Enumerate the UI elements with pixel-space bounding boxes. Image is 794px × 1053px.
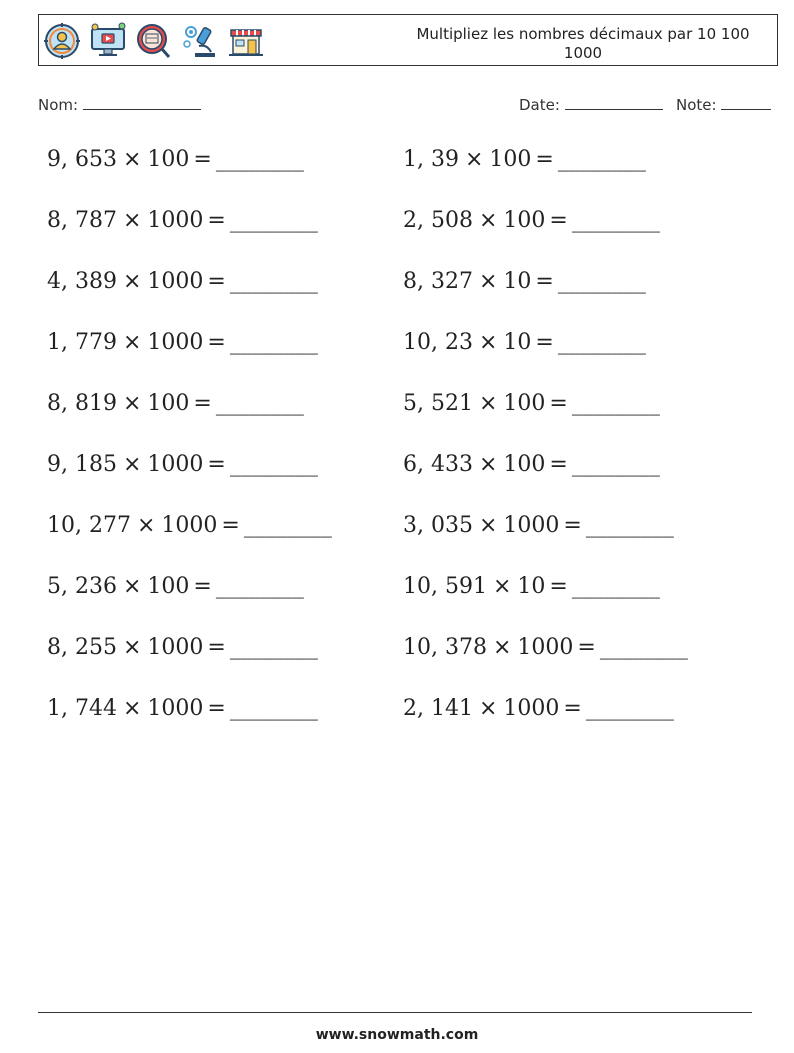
problem-item bbox=[403, 696, 674, 721]
problem-number: 1, 744 bbox=[47, 696, 117, 721]
problem-number: 10, 591 bbox=[403, 574, 487, 599]
equals-symbol: = bbox=[207, 330, 226, 355]
problem-number: 2, 141 bbox=[403, 696, 473, 721]
problem-number: 10, 23 bbox=[403, 330, 473, 355]
problem-factor: 100 bbox=[147, 147, 190, 172]
problem-item bbox=[403, 635, 688, 660]
times-symbol: × bbox=[478, 696, 498, 721]
answer-blank[interactable]: ________ bbox=[571, 574, 660, 599]
times-symbol: × bbox=[122, 574, 142, 599]
note-label: Note: bbox=[676, 96, 717, 114]
problem-factor: 1000 bbox=[147, 269, 204, 294]
equals-symbol: = bbox=[207, 696, 226, 721]
problem-item bbox=[47, 208, 318, 233]
problem-factor: 1000 bbox=[147, 635, 204, 660]
times-symbol: × bbox=[122, 330, 142, 355]
problem-item bbox=[403, 391, 660, 416]
times-symbol: × bbox=[122, 635, 142, 660]
magnifier-bubble-icon bbox=[135, 22, 173, 60]
answer-blank[interactable]: ________ bbox=[229, 452, 318, 477]
user-target-icon bbox=[43, 22, 81, 60]
problem-item bbox=[47, 452, 318, 477]
equals-symbol: = bbox=[207, 208, 226, 233]
problem-item bbox=[47, 574, 304, 599]
date-field bbox=[519, 95, 663, 114]
times-symbol: × bbox=[478, 513, 498, 538]
answer-blank[interactable]: ________ bbox=[215, 391, 304, 416]
answer-blank[interactable]: ________ bbox=[599, 635, 688, 660]
answer-blank[interactable]: ________ bbox=[585, 696, 674, 721]
note-field bbox=[676, 95, 771, 114]
problem-number: 2, 508 bbox=[403, 208, 473, 233]
problem-number: 10, 277 bbox=[47, 513, 131, 538]
problem-item bbox=[47, 696, 318, 721]
note-blank[interactable] bbox=[721, 95, 771, 110]
problem-factor: 100 bbox=[503, 391, 546, 416]
problem-number: 3, 035 bbox=[403, 513, 473, 538]
equals-symbol: = bbox=[207, 452, 226, 477]
problem-factor: 100 bbox=[489, 147, 532, 172]
equals-symbol: = bbox=[535, 269, 554, 294]
problem-factor: 1000 bbox=[147, 208, 204, 233]
answer-blank[interactable]: ________ bbox=[585, 513, 674, 538]
answer-blank[interactable]: ________ bbox=[215, 147, 304, 172]
answer-blank[interactable]: ________ bbox=[243, 513, 332, 538]
equals-symbol: = bbox=[549, 391, 568, 416]
problem-number: 8, 819 bbox=[47, 391, 117, 416]
answer-blank[interactable]: ________ bbox=[229, 330, 318, 355]
times-symbol: × bbox=[122, 269, 142, 294]
problem-number: 6, 433 bbox=[403, 452, 473, 477]
answer-blank[interactable]: ________ bbox=[229, 635, 318, 660]
problem-item bbox=[403, 330, 646, 355]
problem-number: 9, 653 bbox=[47, 147, 117, 172]
times-symbol: × bbox=[136, 513, 156, 538]
answer-blank[interactable]: ________ bbox=[571, 452, 660, 477]
problem-item bbox=[403, 513, 674, 538]
equals-symbol: = bbox=[549, 574, 568, 599]
times-symbol: × bbox=[478, 208, 498, 233]
problem-item bbox=[47, 635, 318, 660]
equals-symbol: = bbox=[207, 635, 226, 660]
problem-item bbox=[47, 330, 318, 355]
equals-symbol: = bbox=[535, 147, 554, 172]
answer-blank[interactable]: ________ bbox=[215, 574, 304, 599]
footer-website: www.snowmath.com bbox=[315, 1027, 479, 1043]
equals-symbol: = bbox=[207, 269, 226, 294]
problem-factor: 1000 bbox=[147, 452, 204, 477]
times-symbol: × bbox=[478, 269, 498, 294]
name-field bbox=[38, 95, 201, 114]
problem-number: 5, 521 bbox=[403, 391, 473, 416]
shop-icon bbox=[227, 22, 265, 60]
answer-blank[interactable]: ________ bbox=[229, 269, 318, 294]
problem-factor: 10 bbox=[503, 269, 532, 294]
answer-blank[interactable]: ________ bbox=[571, 208, 660, 233]
answer-blank[interactable]: ________ bbox=[229, 208, 318, 233]
problem-item bbox=[47, 513, 332, 538]
problem-number: 4, 389 bbox=[47, 269, 117, 294]
equals-symbol: = bbox=[577, 635, 596, 660]
answer-blank[interactable]: ________ bbox=[571, 391, 660, 416]
problem-factor: 100 bbox=[503, 452, 546, 477]
answer-blank[interactable]: ________ bbox=[557, 330, 646, 355]
problem-factor: 1000 bbox=[147, 696, 204, 721]
problem-factor: 1000 bbox=[517, 635, 574, 660]
equals-symbol: = bbox=[193, 391, 212, 416]
date-blank[interactable] bbox=[565, 95, 663, 110]
equals-symbol: = bbox=[221, 513, 240, 538]
times-symbol: × bbox=[122, 391, 142, 416]
problem-number: 9, 185 bbox=[47, 452, 117, 477]
answer-blank[interactable]: ________ bbox=[557, 147, 646, 172]
equals-symbol: = bbox=[563, 513, 582, 538]
name-blank[interactable] bbox=[83, 95, 201, 110]
problem-number: 8, 255 bbox=[47, 635, 117, 660]
equals-symbol: = bbox=[193, 147, 212, 172]
times-symbol: × bbox=[122, 147, 142, 172]
microscope-icon bbox=[181, 22, 219, 60]
problem-factor: 10 bbox=[517, 574, 546, 599]
problem-item bbox=[47, 391, 304, 416]
equals-symbol: = bbox=[193, 574, 212, 599]
problem-item bbox=[47, 147, 304, 172]
problem-number: 10, 378 bbox=[403, 635, 487, 660]
equals-symbol: = bbox=[535, 330, 554, 355]
problem-factor: 100 bbox=[147, 574, 190, 599]
problem-factor: 1000 bbox=[503, 696, 560, 721]
times-symbol: × bbox=[478, 330, 498, 355]
answer-blank[interactable]: ________ bbox=[229, 696, 318, 721]
times-symbol: × bbox=[478, 391, 498, 416]
computer-video-icon bbox=[89, 22, 127, 60]
answer-blank[interactable]: ________ bbox=[557, 269, 646, 294]
problem-factor: 1000 bbox=[161, 513, 218, 538]
times-symbol: × bbox=[464, 147, 484, 172]
footer-divider bbox=[38, 1012, 752, 1013]
equals-symbol: = bbox=[549, 452, 568, 477]
times-symbol: × bbox=[478, 452, 498, 477]
problem-factor: 10 bbox=[503, 330, 532, 355]
times-symbol: × bbox=[122, 696, 142, 721]
times-symbol: × bbox=[492, 635, 512, 660]
times-symbol: × bbox=[122, 452, 142, 477]
worksheet-title: Multipliez les nombres décimaux par 10 100 1000 bbox=[416, 25, 750, 62]
problem-number: 5, 236 bbox=[47, 574, 117, 599]
problem-number: 8, 327 bbox=[403, 269, 473, 294]
worksheet-header bbox=[38, 14, 778, 66]
equals-symbol: = bbox=[563, 696, 582, 721]
problem-factor: 100 bbox=[503, 208, 546, 233]
problem-factor: 1000 bbox=[147, 330, 204, 355]
problem-number: 8, 787 bbox=[47, 208, 117, 233]
problem-number: 1, 39 bbox=[403, 147, 459, 172]
problem-factor: 1000 bbox=[503, 513, 560, 538]
problem-item bbox=[403, 147, 646, 172]
date-label: Date: bbox=[519, 96, 560, 114]
problem-item bbox=[403, 574, 660, 599]
problem-item bbox=[403, 208, 660, 233]
name-label: Nom: bbox=[38, 96, 79, 114]
problem-item bbox=[403, 452, 660, 477]
problem-number: 1, 779 bbox=[47, 330, 117, 355]
problem-item bbox=[403, 269, 646, 294]
times-symbol: × bbox=[492, 574, 512, 599]
equals-symbol: = bbox=[549, 208, 568, 233]
problem-item bbox=[47, 269, 318, 294]
problem-factor: 100 bbox=[147, 391, 190, 416]
times-symbol: × bbox=[122, 208, 142, 233]
